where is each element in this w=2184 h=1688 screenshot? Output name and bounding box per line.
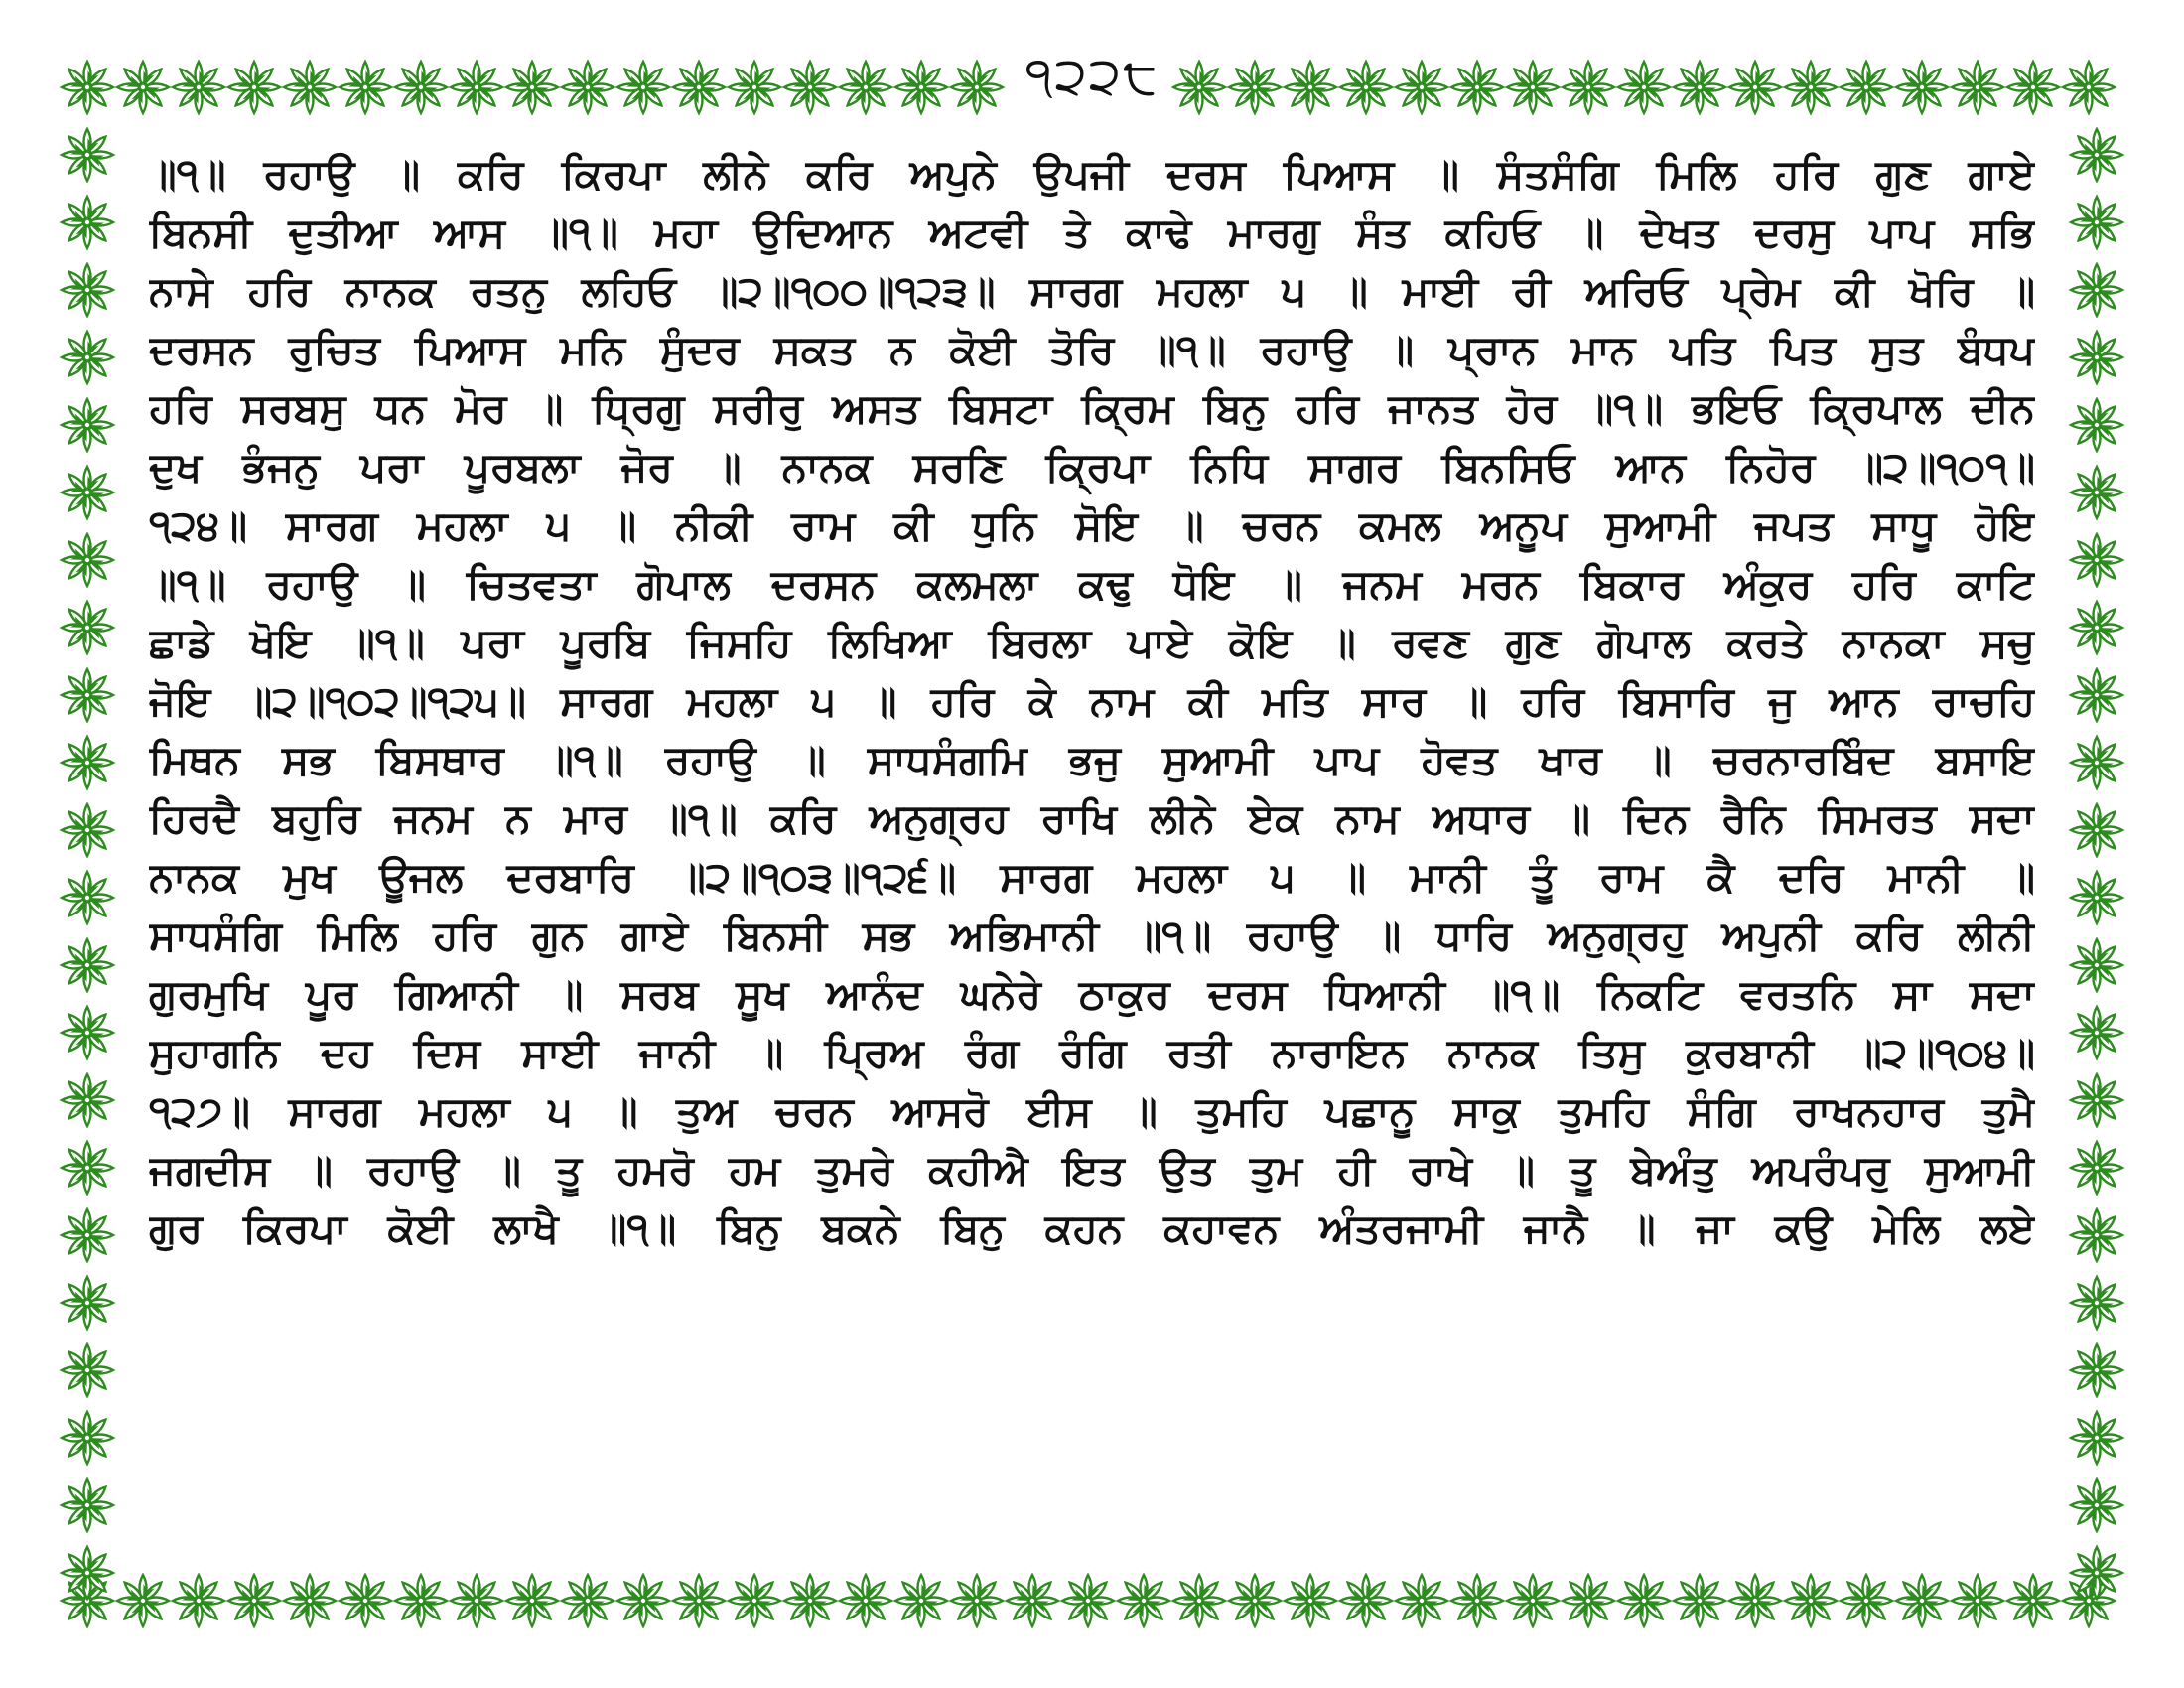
text-line: ਦਰਸਨ ਰੁਚਿਤ ਪਿਆਸ ਮਨਿ ਸੁੰਦਰ ਸਕਤ ਨ ਕੋਈ ਤੋਰਿ ॥੧॥ ਰਹਾਉ ॥ ਪ੍ਰਾਨ ਮਾਨ ਪਤਿ ਪਿਤ ਸੁਤ ਬੰਧਪ (149, 326, 2035, 373)
flower-ornament (1062, 1575, 1114, 1626)
flower-ornament (2071, 1142, 2122, 1194)
flower-ornament (2007, 1575, 2059, 1626)
flower-ornament (173, 1575, 224, 1626)
flower-ornament (62, 804, 113, 856)
flower-ornament (2063, 1575, 2115, 1626)
flower-ornament (784, 62, 836, 113)
flower-ornament (62, 1575, 113, 1626)
flower-ornament (62, 62, 113, 113)
flower-ornament (1729, 1575, 1781, 1626)
text-line: ਜਗਦੀਸ ॥ ਰਹਾਉ ॥ ਤੂ ਹਮਰੋ ਹਮ ਤੁਮਰੇ ਕਹੀਐ ਇਤ ਉਤ ਤੁਮ ਹੀ ਰਾਖੇ ॥ ਤੂ ਬੇਅੰਤੁ ਅਪਰੰਪਰੁ ਸੁਆਮੀ (149, 1146, 2035, 1194)
flower-ornament (62, 534, 113, 586)
flower-ornament (2007, 62, 2059, 113)
text-line: ਗੁਰ ਕਿਰਪਾ ਕੋਈ ਲਾਖੈ ॥੧॥ ਬਿਨੁ ਬਕਨੇ ਬਿਨੁ ਕਹਨ ਕਹਾਵਨ ਅੰਤਰਜਾਮੀ ਜਾਨੈ ॥ ਜਾ ਕਉ ਮੇਲਿ ਲਏ (149, 1204, 2035, 1252)
text-line: ਨਾਸੇ ਹਰਿ ਨਾਨਕ ਰਤਨੁ ਲਹਿਓ ॥੨॥੧੦੦॥੧੨੩॥ ਸਾਰਗ ਮਹਲਾ ੫ ॥ ਮਾਈ ਰੀ ਅਰਿਓ ਪ੍ਰੇਮ ਕੀ ਖੋਰਿ ॥ (149, 267, 2035, 315)
flower-ornament (1841, 62, 1892, 113)
flower-ornament (228, 62, 280, 113)
flower-ornament (395, 62, 447, 113)
flower-ornament (729, 1575, 780, 1626)
flower-ornament (895, 1575, 947, 1626)
flower-ornament (1952, 62, 2003, 113)
flower-ornament (2071, 264, 2122, 316)
flower-ornament (2071, 939, 2122, 991)
flower-ornament (2071, 872, 2122, 923)
text-line: ਜੋਇ ॥੨॥੧੦੨॥੧੨੫॥ ਸਾਰਗ ਮਹਲਾ ੫ ॥ ਹਰਿ ਕੇ ਨਾਮ ਕੀ ਮਤਿ ਸਾਰ ॥ ਹਰਿ ਬਿਸਾਰਿ ਜੁ ਆਨ ਰਾਚਹਿ (149, 677, 2035, 725)
flower-ornament (284, 1575, 336, 1626)
flower-ornament (2071, 669, 2122, 721)
flower-ornament (62, 1479, 113, 1531)
flower-ornament (2071, 534, 2122, 586)
flower-ornament (1173, 62, 1225, 113)
flower-ornament (62, 1007, 113, 1058)
text-line: ॥੧॥ ਰਹਾਉ ॥ ਚਿਤਵਤਾ ਗੋਪਾਲ ਦਰਸਨ ਕਲਮਲਾ ਕਢੁ ਧੋਇ ॥ ਜਨਮ ਮਰਨ ਬਿਕਾਰ ਅੰਕੁਰ ਹਰਿ ਕਾਟਿ (149, 560, 2035, 608)
flower-ornament (506, 1575, 558, 1626)
flower-ornament (117, 1575, 169, 1626)
flower-ornament (2071, 1479, 2122, 1531)
flower-ornament (1729, 62, 1781, 113)
flower-ornament (1340, 1575, 1392, 1626)
flower-ornament (451, 62, 502, 113)
text-line: ਗੁਰਮੁਖਿ ਪੂਰ ਗਿਆਨੀ ॥ ਸਰਬ ਸੂਖ ਆਨੰਦ ਘਨੇਰੇ ਠਾਕੁਰ ਦਰਸ ਧਿਆਨੀ ॥੧॥ ਨਿਕਟਿ ਵਰਤਨਿ ਸਾ ਸਦਾ (149, 970, 2035, 1018)
text-line: ਨਾਨਕ ਮੁਖ ਊਜਲ ਦਰਬਾਰਿ ॥੨॥੧੦੩॥੧੨੬॥ ਸਾਰਗ ਮਹਲਾ ੫ ॥ ਮਾਨੀ ਤੂੰ ਰਾਮ ਕੈ ਦਰਿ ਮਾਨੀ ॥ (149, 853, 2035, 901)
flower-ornament (173, 62, 224, 113)
flower-ornament (62, 197, 113, 248)
flower-ornament (62, 669, 113, 721)
flower-ornament (451, 1575, 502, 1626)
flower-ornament (117, 62, 169, 113)
flower-ornament (1896, 1575, 1948, 1626)
flower-ornament (2071, 197, 2122, 248)
flower-ornament (1563, 62, 1614, 113)
flower-ornament (62, 737, 113, 788)
flower-ornament (1451, 1575, 1503, 1626)
flower-ornament (1674, 1575, 1725, 1626)
flower-ornament (228, 1575, 280, 1626)
flower-ornament (506, 62, 558, 113)
flower-ornament (2071, 1209, 2122, 1261)
flower-ornament (1618, 62, 1670, 113)
flower-ornament (2071, 804, 2122, 856)
flower-ornament (2071, 332, 2122, 383)
flower-ornament (340, 62, 391, 113)
flower-ornament (2071, 399, 2122, 451)
flower-ornament (62, 872, 113, 923)
text-line: ਛਾਡੇ ਖੋਇ ॥੧॥ ਪਰਾ ਪੂਰਬਿ ਜਿਸਹਿ ਲਿਖਿਆ ਬਿਰਲਾ ਪਾਏ ਕੋਇ ॥ ਰਵਣ ਗੁਣ ਗੋਪਾਲ ਕਰਤੇ ਨਾਨਕਾ ਸਚੁ (149, 619, 2035, 666)
flower-ornament (1841, 1575, 1892, 1626)
text-line: ਮਿਥਨ ਸਭ ਬਿਸਥਾਰ ॥੧॥ ਰਹਾਉ ॥ ਸਾਧਸੰਗਮਿ ਭਜੁ ਸੁਆਮੀ ਪਾਪ ਹੋਵਤ ਖਾਰ ॥ ਚਰਨਾਰਬਿੰਦ ਬਸਾਇ (149, 736, 2035, 783)
flower-ornament (1451, 62, 1503, 113)
flower-ornament (1118, 1575, 1169, 1626)
flower-ornament (840, 62, 891, 113)
flower-ornament (951, 62, 1003, 113)
flower-ornament (2071, 1074, 2122, 1126)
text-line: ੧੨੭॥ ਸਾਰਗ ਮਹਲਾ ੫ ॥ ਤੁਅ ਚਰਨ ਆਸਰੋ ਈਸ ॥ ਤੁਮਹਿ ਪਛਾਨੂ ਸਾਕੁ ਤੁਮਹਿ ਸੰਗਿ ਰਾਖਨਹਾਰ ਤੁਮੈ (149, 1087, 2035, 1135)
flower-ornament (2071, 467, 2122, 518)
text-line: ॥੧॥ ਰਹਾਉ ॥ ਕਰਿ ਕਿਰਪਾ ਲੀਨੇ ਕਰਿ ਅਪੁਨੇ ਉਪਜੀ ਦਰਸ ਪਿਆਸ ॥ ਸੰਤਸੰਗਿ ਮਿਲਿ ਹਰਿ ਗੁਣ ਗਾਏ (149, 150, 2035, 198)
flower-ornament (340, 1575, 391, 1626)
flower-ornament (951, 1575, 1003, 1626)
flower-ornament (1785, 62, 1837, 113)
flower-ornament (1396, 62, 1447, 113)
flower-ornament (2071, 1412, 2122, 1464)
flower-ornament (2071, 1547, 2122, 1599)
flower-ornament (2071, 1344, 2122, 1396)
flower-ornament (62, 332, 113, 383)
flower-ornament (895, 62, 947, 113)
flower-ornament (1396, 1575, 1447, 1626)
flower-ornament (1285, 1575, 1336, 1626)
text-line: ਦੁਖ ਭੰਜਨੁ ਪਰਾ ਪੂਰਬਲਾ ਜੋਰ ॥ ਨਾਨਕ ਸਰਣਿ ਕ੍ਰਿਪਾ ਨਿਧਿ ਸਾਗਰ ਬਿਨਸਿਓ ਆਨ ਨਿਹੋਰ ॥੨॥੧੦੧॥ (149, 443, 2035, 491)
flower-ornament (62, 1142, 113, 1194)
flower-ornament (1674, 62, 1725, 113)
flower-ornament (617, 1575, 669, 1626)
page-number: ੧੨੨੮ (1013, 40, 1171, 113)
text-line: ੧੨੪॥ ਸਾਰਗ ਮਹਲਾ ੫ ॥ ਨੀਕੀ ਰਾਮ ਕੀ ਧੁਨਿ ਸੋਇ ॥ ਚਰਨ ਕਮਲ ਅਨੂਪ ਸੁਆਮੀ ਜਪਤ ਸਾਧੂ ਹੋਇ (149, 501, 2035, 549)
flower-ornament (1785, 1575, 1837, 1626)
flower-ornament (673, 62, 725, 113)
flower-ornament (1563, 1575, 1614, 1626)
flower-ornament (840, 1575, 891, 1626)
flower-ornament (562, 1575, 614, 1626)
flower-ornament (1618, 1575, 1670, 1626)
scripture-text (149, 145, 2035, 1555)
flower-ornament (2071, 129, 2122, 181)
flower-ornament (1173, 1575, 1225, 1626)
flower-ornament (62, 1547, 113, 1599)
flower-ornament (1507, 1575, 1559, 1626)
flower-ornament (673, 1575, 725, 1626)
flower-ornament (1007, 1575, 1058, 1626)
flower-ornament (1896, 62, 1948, 113)
flower-ornament (1229, 62, 1281, 113)
flower-ornament (395, 1575, 447, 1626)
flower-ornament (2063, 62, 2115, 113)
text-line: ਸੁਹਾਗਨਿ ਦਹ ਦਿਸ ਸਾਈ ਜਾਨੀ ॥ ਪ੍ਰਿਅ ਰੰਗ ਰੰਗਿ ਰਤੀ ਨਾਰਾਇਨ ਨਾਨਕ ਤਿਸੁ ਕੁਰਬਾਨੀ ॥੨॥੧੦੪॥ (149, 1029, 2035, 1076)
flower-ornament (617, 62, 669, 113)
flower-ornament (729, 62, 780, 113)
flower-ornament (2071, 1277, 2122, 1329)
flower-ornament (1952, 1575, 2003, 1626)
flower-ornament (62, 1209, 113, 1261)
flower-ornament (62, 264, 113, 316)
flower-ornament (62, 602, 113, 653)
flower-ornament (62, 1344, 113, 1396)
flower-ornament (1229, 1575, 1281, 1626)
flower-ornament (62, 1074, 113, 1126)
flower-ornament (62, 467, 113, 518)
flower-ornament (284, 62, 336, 113)
flower-ornament (62, 399, 113, 451)
flower-ornament (562, 62, 614, 113)
flower-ornament (1340, 62, 1392, 113)
flower-ornament (62, 1412, 113, 1464)
flower-ornament (2071, 737, 2122, 788)
text-line: ਹਰਿ ਸਰਬਸੁ ਧਨ ਮੋਰ ॥ ਧ੍ਰਿਗੁ ਸਰੀਰੁ ਅਸਤ ਬਿਸਟਾ ਕ੍ਰਿਮ ਬਿਨੁ ਹਰਿ ਜਾਨਤ ਹੋਰ ॥੧॥ ਭਇਓ ਕ੍ਰਿਪਾਲ ਦੀਨ (149, 384, 2035, 432)
flower-ornament (62, 939, 113, 991)
flower-ornament (784, 1575, 836, 1626)
flower-ornament (62, 129, 113, 181)
flower-ornament (2071, 1007, 2122, 1058)
flower-ornament (1285, 62, 1336, 113)
flower-ornament (1507, 62, 1559, 113)
text-line: ਬਿਨਸੀ ਦੁਤੀਆ ਆਸ ॥੧॥ ਮਹਾ ਉਦਿਆਨ ਅਟਵੀ ਤੇ ਕਾਢੇ ਮਾਰਗੁ ਸੰਤ ਕਹਿਓ ॥ ਦੇਖਤ ਦਰਸੁ ਪਾਪ ਸਭਿ (149, 209, 2035, 256)
text-line: ਹਿਰਦੈ ਬਹੁਰਿ ਜਨਮ ਨ ਮਾਰ ॥੧॥ ਕਰਿ ਅਨੁਗ੍ਰਹ ਰਾਖਿ ਲੀਨੇ ਏਕ ਨਾਮ ਅਧਾਰ ॥ ਦਿਨ ਰੈਨਿ ਸਿਮਰਤ ਸਦਾ (149, 794, 2035, 842)
text-line: ਸਾਧਸੰਗਿ ਮਿਲਿ ਹਰਿ ਗੁਨ ਗਾਏ ਬਿਨਸੀ ਸਭ ਅਭਿਮਾਨੀ ॥੧॥ ਰਹਾਉ ॥ ਧਾਰਿ ਅਨੁਗ੍ਰਹੁ ਅਪੁਨੀ ਕਰਿ ਲੀਨੀ (149, 912, 2035, 959)
flower-ornament (62, 1277, 113, 1329)
flower-ornament (2071, 602, 2122, 653)
